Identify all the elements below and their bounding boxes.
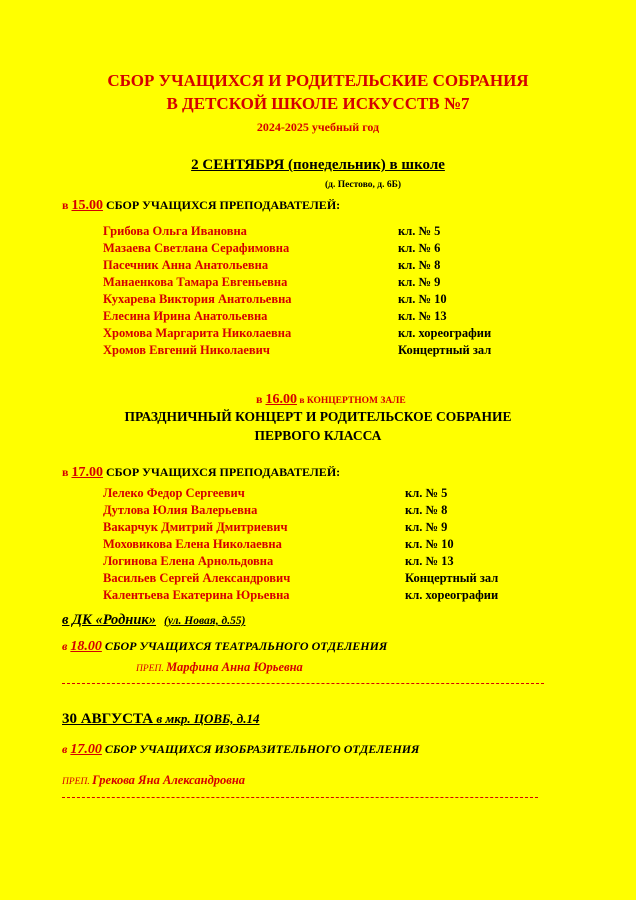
concert-line-2: ПЕРВОГО КЛАССА xyxy=(254,428,382,443)
list-item: Лелеко Федор Сергеевич кл. № 5 xyxy=(103,486,448,500)
list-item: Калентьева Екатерина Юрьевна кл. хореографии xyxy=(103,588,499,602)
school-year: 2024-2025 учебный год xyxy=(256,120,380,134)
s2-label: в 17.00 СБОР УЧАЩИХСЯ ПРЕПОДАВАТЕЛЕЙ: xyxy=(62,465,341,480)
list-item: Елесина Ирина Анатольевна кл. № 13 xyxy=(103,309,447,323)
title-line-1: СБОР УЧАЩИХСЯ И РОДИТЕЛЬСКИЕ СОБРАНИЯ xyxy=(107,71,529,90)
list-item: Логинова Елена Арнольдовна кл. № 13 xyxy=(103,554,454,568)
dk-address: (ул. Новая, д.55) xyxy=(164,615,246,627)
separator-line xyxy=(62,683,544,684)
list-item: Дутлова Юлия Валерьевна кл. № 8 xyxy=(103,503,448,517)
list-item: Моховикова Елена Николаевна кл. № 10 xyxy=(103,537,454,551)
theatre-time: 18.00 xyxy=(70,639,102,654)
concert-time: 16.00 xyxy=(265,392,297,407)
aug30-teacher: ПРЕП. Грекова Яна Александровна xyxy=(62,773,246,787)
aug30-teacher-name: Грекова Яна Александровна xyxy=(92,773,246,787)
aug30-time: 17.00 xyxy=(70,742,102,757)
list-item: Хромов Евгений Николаевич Концертный зал xyxy=(103,343,492,357)
theatre-teacher: ПРЕП. Марфина Анна Юрьевна xyxy=(136,660,303,674)
sept2-heading-text: 2 СЕНТЯБРЯ (понедельник) в школе xyxy=(191,157,445,173)
title-line-2: В ДЕТСКОЙ ШКОЛЕ ИСКУССТВ №7 xyxy=(166,94,470,113)
s2-time: 17.00 xyxy=(71,465,103,480)
list-item: Вакарчук Дмитрий Дмитриевич кл. № 9 xyxy=(103,520,448,534)
theatre-teacher-name: Марфина Анна Юрьевна xyxy=(166,660,303,674)
aug30-heading xyxy=(62,710,260,728)
list-item: Грибова Ольга Ивановна кл. № 5 xyxy=(103,224,441,238)
sept2-address: (д. Пестово, д. 6Б) xyxy=(324,180,402,190)
list-item: Хромова Маргарита Николаевна кл. хореографии xyxy=(103,326,492,340)
s1-label: в 15.00 СБОР УЧАЩИХСЯ ПРЕПОДАВАТЕЛЕЙ: xyxy=(62,198,341,213)
concert-time-line: в 16.00 в КОНЦЕРТНОМ ЗАЛЕ xyxy=(256,392,406,407)
separator-line xyxy=(62,797,538,798)
dk-name: в ДК «Родник» xyxy=(62,612,157,628)
aug30-date: 30 АВГУСТА xyxy=(62,711,154,727)
list-item: Пасечник Анна Анатольевна кл. № 8 xyxy=(103,258,441,272)
aug30-label: в 17.00 СБОР УЧАЩИХСЯ ИЗОБРАЗИТЕЛЬНОГО ОТДЕЛЕНИЯ xyxy=(62,742,420,757)
list-item: Мазаева Светлана Серафимовна кл. № 6 xyxy=(103,241,441,255)
list-item: Васильев Сергей Александрович Концертный зал xyxy=(103,571,499,585)
dk-location xyxy=(62,611,245,629)
list-item: Кухарева Виктория Анатольевна кл. № 10 xyxy=(103,292,447,306)
sept2-heading xyxy=(0,157,636,174)
theatre-label: в 18.00 СБОР УЧАЩИХСЯ ТЕАТРАЛЬНОГО ОТДЕЛЕНИЯ xyxy=(62,639,388,654)
aug30-place: в мкр. ЦОВБ, д.14 xyxy=(153,711,260,726)
concert-line-1: ПРАЗДНИЧНЫЙ КОНЦЕРТ И РОДИТЕЛЬСКОЕ СОБРАНИЕ xyxy=(124,409,512,424)
list-item: Манаенкова Тамара Евгеньевна кл. № 9 xyxy=(103,275,441,289)
s1-time: 15.00 xyxy=(71,198,103,213)
